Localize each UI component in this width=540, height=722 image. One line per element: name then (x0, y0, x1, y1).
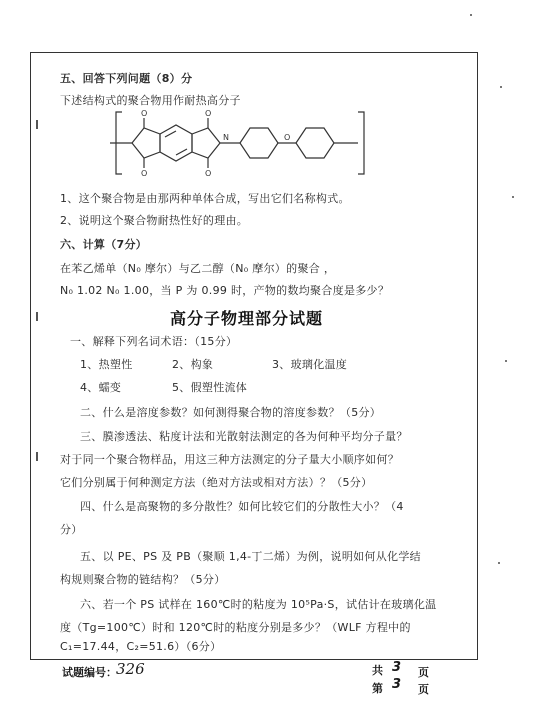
term-1: 1、热塑性 (80, 358, 133, 371)
section5-intro: 下述结构式的聚合物用作耐热高分子 (60, 94, 241, 107)
term-5: 5、假塑性流体 (172, 381, 248, 394)
section5-heading: 五、回答下列问题（8）分 (60, 72, 193, 85)
term-2: 2、构象 (172, 358, 214, 371)
physics-q6-line3: C₁=17.44，C₂=51.6）（6分） (60, 640, 222, 653)
physics-q6-line1: 六、若一个 PS 试样在 160℃时的粘度为 10⁵Pa·S，试估计在玻璃化温 (80, 598, 437, 611)
term-4: 4、蠕变 (80, 381, 122, 394)
physics-q3-line1: 三、膜渗透法、粘度计法和光散射法测定的各为何种平均分子量？ (80, 430, 408, 443)
physics-q2: 二、什么是溶度参数？如何测得聚合物的溶度参数？（5分） (80, 406, 382, 419)
page-number-suffix: 页 (418, 683, 429, 696)
section6-heading: 六、计算（7分） (60, 238, 148, 251)
scan-speck (498, 562, 500, 564)
physics-q4-line1: 四、什么是高聚物的多分散性？如何比较它们的分散性大小？（4 (80, 500, 404, 513)
scan-mark (36, 452, 38, 461)
physics-q3-line3: 它们分别属于何种测定方法（绝对方法或相对方法）？（5分） (60, 476, 373, 489)
scan-speck (505, 360, 507, 362)
physics-section-title: 高分子物理部分试题 (170, 309, 324, 328)
physics-q4-line2: 分） (60, 523, 83, 536)
phenyl-ring-1 (240, 128, 278, 158)
polymer-structure-diagram (110, 106, 370, 180)
scan-speck (470, 14, 472, 16)
physics-q1: 一、解释下列名词术语：（15分） (70, 335, 238, 348)
total-pages-prefix: 共 (372, 664, 383, 677)
physics-q5-line1: 五、以 PE、PS 及 PB（聚顺 1,4-丁二烯）为例，说明如何从化学结 (80, 550, 421, 563)
total-pages-suffix: 页 (418, 666, 429, 679)
physics-q3-line2: 对于同一个聚合物样品，用这三种方法测定的分子量大小顺序如何？ (60, 453, 399, 466)
scan-mark (36, 312, 38, 321)
imide-ring-right (192, 128, 220, 158)
section6-line1: 在苯乙烯单（N₀ 摩尔）与乙二醇（N₀ 摩尔）的聚合 ， (60, 262, 336, 275)
term-3: 3、玻璃化温度 (272, 358, 348, 371)
section5-q2: 2、说明这个聚合物耐热性好的理由。 (60, 214, 249, 227)
scan-speck (500, 86, 502, 88)
scan-mark (36, 120, 38, 129)
svg-text:N: N (223, 133, 229, 142)
bracket-right (358, 112, 364, 174)
phenyl-ring-2 (296, 128, 334, 158)
section6-line2: N₀ 1.02 N₀ 1.00，当 P 为 0.99 时，产物的数均聚合度是多少？ (60, 284, 390, 297)
svg-text:O: O (205, 169, 212, 178)
section5-q1: 1、这个聚合物是由那两种单体合成，写出它们名称构式。 (60, 192, 350, 205)
exam-code-number: 326 (116, 660, 145, 678)
svg-text:O: O (141, 109, 148, 118)
imide-ring-left (132, 128, 160, 158)
benzene-core (160, 125, 192, 161)
physics-q5-line2: 构规则聚合物的链结构？（5分） (60, 573, 226, 586)
total-pages-number: 3 (392, 660, 402, 675)
exam-code-label: 试题编号： (62, 666, 117, 679)
page-number-value: 3 (392, 677, 402, 692)
svg-text:O: O (205, 109, 212, 118)
page-number-prefix: 第 (372, 682, 383, 695)
svg-text:O: O (141, 169, 148, 178)
physics-q6-line2: 度（Tg=100℃）时和 120℃时的粘度分别是多少？（WLF 方程中的 (60, 621, 411, 634)
svg-text:O: O (284, 133, 291, 142)
scan-speck (512, 196, 514, 198)
